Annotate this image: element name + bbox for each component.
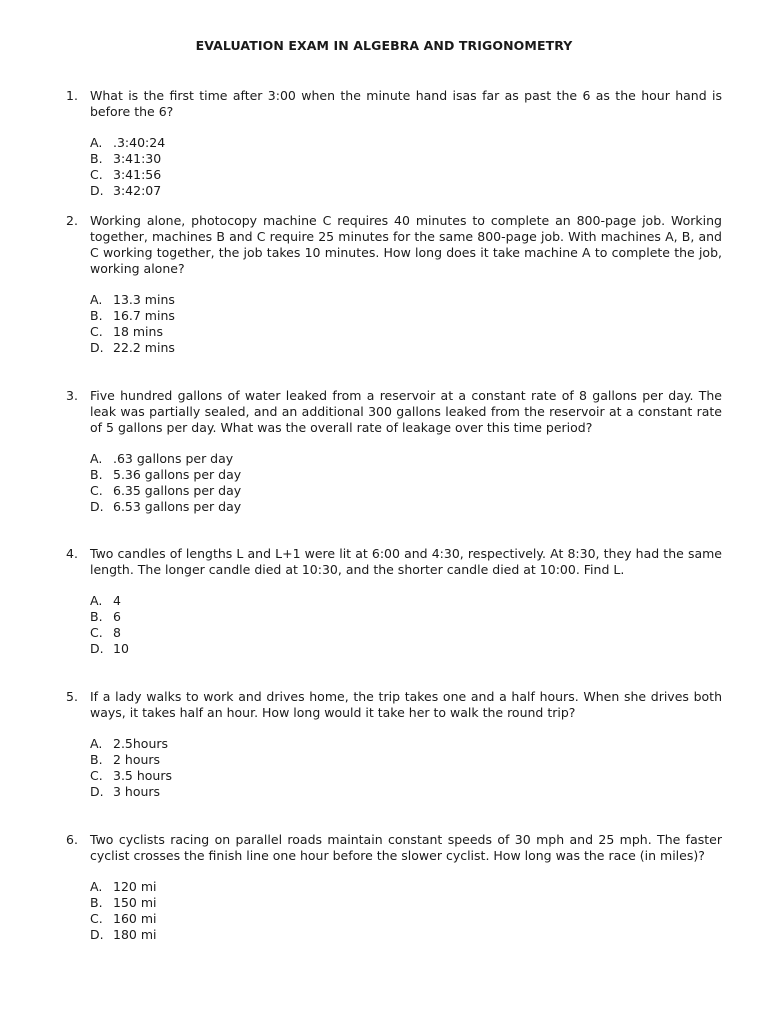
question-number: 3. bbox=[66, 388, 78, 403]
option-text: .63 gallons per day bbox=[113, 451, 234, 466]
answer-options bbox=[90, 736, 722, 800]
answer-option bbox=[90, 308, 722, 324]
question-text: Two candles of lengths L and L+1 were lit at 6:00 and 4:30, respectively. At 8:30, they had the same length. The longer candle died at 10:30, and the shorter candle died at 10:00. Find L. bbox=[90, 546, 722, 577]
question-5 bbox=[66, 689, 722, 800]
answer-option bbox=[90, 183, 722, 199]
option-text: 18 mins bbox=[113, 324, 163, 339]
answer-options bbox=[90, 292, 722, 356]
option-text: 3:41:56 bbox=[113, 167, 162, 182]
question-text: If a lady walks to work and drives home, the trip takes one and a half hours. When she drives both ways, it takes half an hour. How long would it take her to walk the round trip? bbox=[90, 689, 722, 720]
option-letter: C. bbox=[90, 625, 103, 640]
question-text: Working alone, photocopy machine C requires 40 minutes to complete an 800-page job. Working together, machines B and C require 25 minutes for the same 800-page job. With machines A, B, and C working together, the job takes 10 minutes. How long does it take machine A to complete the job, working alone? bbox=[90, 213, 722, 276]
question-number: 1. bbox=[66, 88, 78, 103]
option-letter: A. bbox=[90, 135, 103, 150]
option-text: 120 mi bbox=[113, 879, 157, 894]
answer-option bbox=[90, 451, 722, 467]
option-text: 16.7 mins bbox=[113, 308, 175, 323]
question-number: 2. bbox=[66, 213, 78, 228]
option-text: 3.5 hours bbox=[113, 768, 172, 783]
answer-option bbox=[90, 135, 722, 151]
answer-option bbox=[90, 879, 722, 895]
answer-options bbox=[90, 879, 722, 943]
option-text: 2.5hours bbox=[113, 736, 169, 751]
answer-option bbox=[90, 609, 722, 625]
option-text: 150 mi bbox=[113, 895, 157, 910]
answer-option bbox=[90, 483, 722, 499]
answer-option bbox=[90, 324, 722, 340]
option-text: 5.36 gallons per day bbox=[113, 467, 242, 482]
option-text: 4 bbox=[113, 593, 121, 608]
option-letter: A. bbox=[90, 879, 103, 894]
answer-option bbox=[90, 625, 722, 641]
answer-option bbox=[90, 927, 722, 943]
answer-option bbox=[90, 784, 722, 800]
answer-option bbox=[90, 593, 722, 609]
option-letter: B. bbox=[90, 752, 103, 767]
option-letter: A. bbox=[90, 292, 103, 307]
answer-option bbox=[90, 151, 722, 167]
option-text: 3:41:30 bbox=[113, 151, 162, 166]
option-letter: B. bbox=[90, 308, 103, 323]
question-4 bbox=[66, 546, 722, 657]
option-letter: C. bbox=[90, 911, 103, 926]
answer-option bbox=[90, 911, 722, 927]
option-text: 13.3 mins bbox=[113, 292, 175, 307]
option-letter: A. bbox=[90, 736, 103, 751]
option-text: .3:40:24 bbox=[113, 135, 166, 150]
option-letter: C. bbox=[90, 324, 103, 339]
answer-option bbox=[90, 340, 722, 356]
question-number: 4. bbox=[66, 546, 78, 561]
question-text: What is the first time after 3:00 when the minute hand isas far as past the 6 as the hour hand is before the 6? bbox=[90, 88, 722, 119]
option-letter: D. bbox=[90, 641, 104, 656]
option-letter: A. bbox=[90, 593, 103, 608]
option-text: 3 hours bbox=[113, 784, 161, 799]
answer-option bbox=[90, 167, 722, 183]
option-letter: B. bbox=[90, 151, 103, 166]
option-text: 3:42:07 bbox=[113, 183, 162, 198]
option-letter: D. bbox=[90, 784, 104, 799]
answer-option bbox=[90, 641, 722, 657]
answer-option bbox=[90, 895, 722, 911]
answer-options bbox=[90, 135, 722, 199]
option-text: 8 bbox=[113, 625, 121, 640]
question-text: Two cyclists racing on parallel roads maintain constant speeds of 30 mph and 25 mph. The faster cyclist crosses the finish line one hour before the slower cyclist. How long was the race (in miles)? bbox=[90, 832, 722, 863]
option-text: 22.2 mins bbox=[113, 340, 175, 355]
question-3 bbox=[66, 388, 722, 515]
option-letter: D. bbox=[90, 340, 104, 355]
option-letter: C. bbox=[90, 483, 103, 498]
answer-option bbox=[90, 467, 722, 483]
option-letter: A. bbox=[90, 451, 103, 466]
option-letter: C. bbox=[90, 167, 103, 182]
answer-option bbox=[90, 768, 722, 784]
question-6 bbox=[66, 832, 722, 943]
option-letter: B. bbox=[90, 895, 103, 910]
option-letter: C. bbox=[90, 768, 103, 783]
question-number: 6. bbox=[66, 832, 78, 847]
option-text: 6 bbox=[113, 609, 121, 624]
option-text: 2 hours bbox=[113, 752, 161, 767]
answer-options bbox=[90, 451, 722, 515]
option-letter: D. bbox=[90, 499, 104, 514]
exam-title: EVALUATION EXAM IN ALGEBRA AND TRIGONOMETRY bbox=[195, 38, 573, 53]
option-letter: B. bbox=[90, 609, 103, 624]
option-text: 6.53 gallons per day bbox=[113, 499, 242, 514]
option-text: 180 mi bbox=[113, 927, 157, 942]
answer-option bbox=[90, 752, 722, 768]
answer-options bbox=[90, 593, 722, 657]
option-letter: D. bbox=[90, 927, 104, 942]
question-1 bbox=[66, 88, 722, 199]
answer-option bbox=[90, 736, 722, 752]
answer-option bbox=[90, 499, 722, 515]
option-text: 6.35 gallons per day bbox=[113, 483, 242, 498]
option-text: 10 bbox=[113, 641, 129, 656]
option-letter: B. bbox=[90, 467, 103, 482]
question-2 bbox=[66, 213, 722, 356]
option-letter: D. bbox=[90, 183, 104, 198]
question-text: Five hundred gallons of water leaked from a reservoir at a constant rate of 8 gallons per day. The leak was partially sealed, and an additional 300 gallons leaked from the reservoir at a constant rate of 5 gallons per day. What was the overall rate of leakage over this time period? bbox=[90, 388, 722, 435]
answer-option bbox=[90, 292, 722, 308]
question-number: 5. bbox=[66, 689, 78, 704]
option-text: 160 mi bbox=[113, 911, 157, 926]
